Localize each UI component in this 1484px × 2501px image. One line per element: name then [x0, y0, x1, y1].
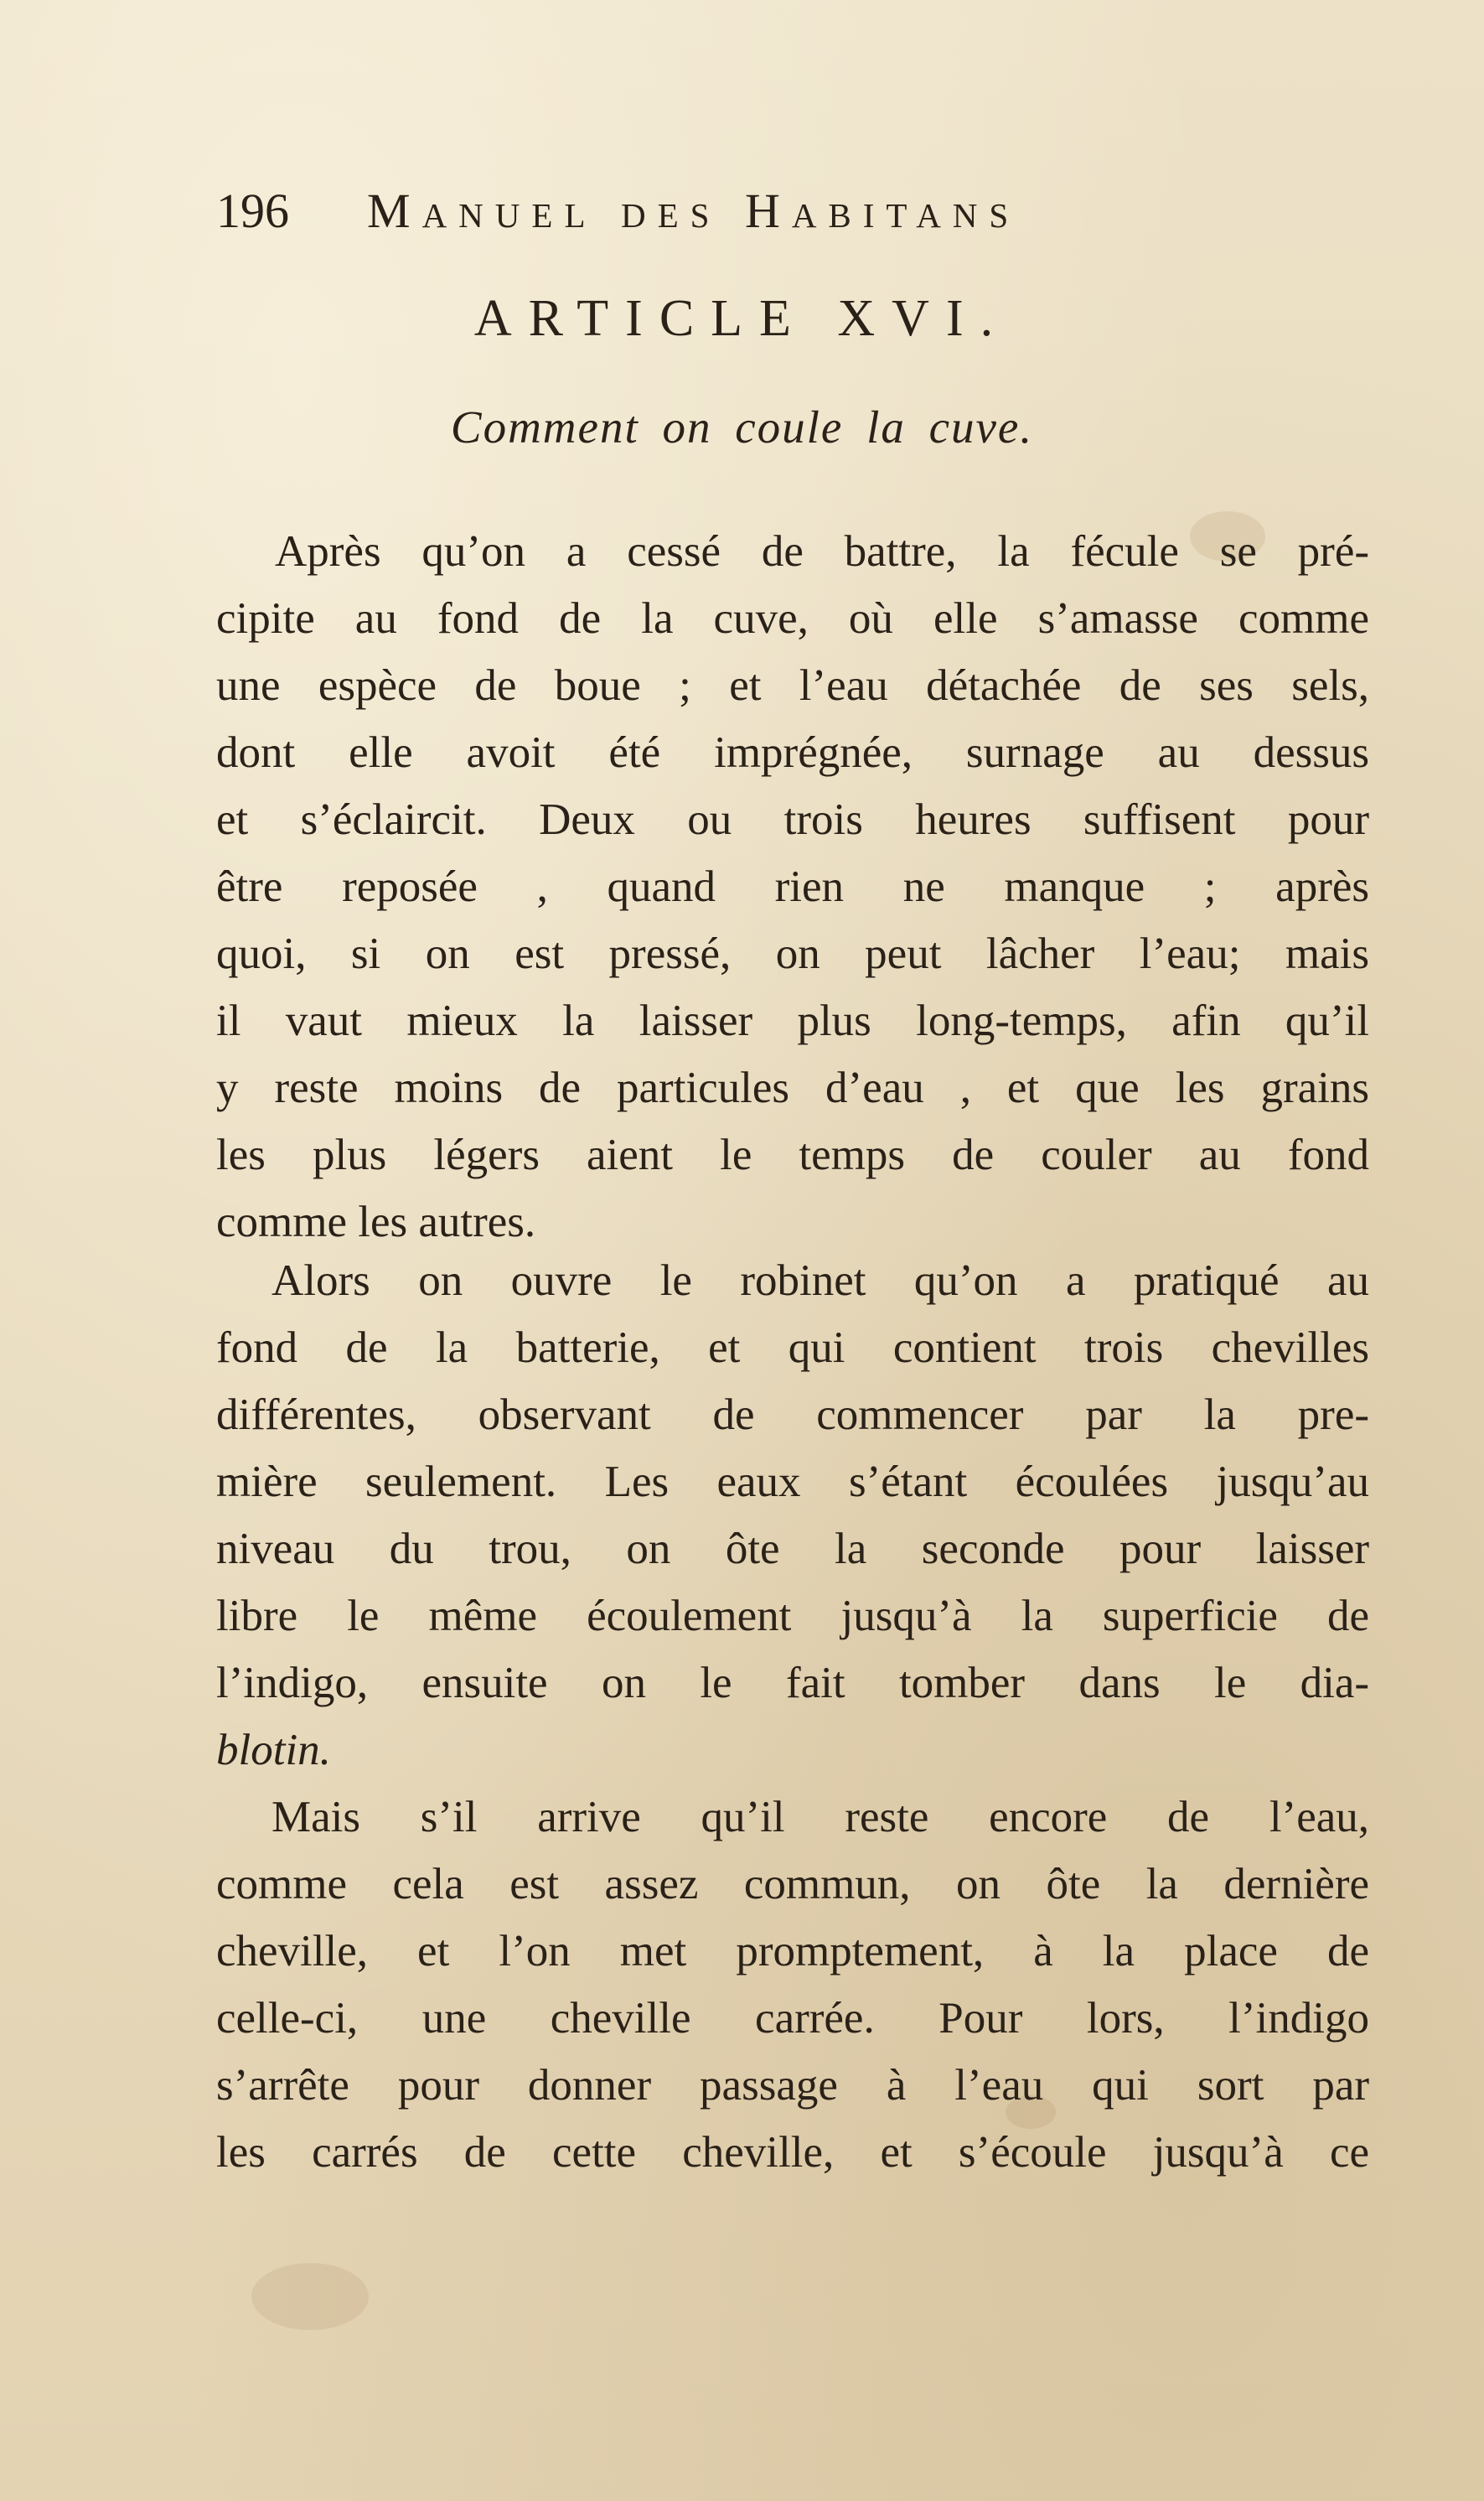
text-line: différentes, observant de commencer par la pre-	[216, 1390, 1369, 1439]
text-line: Alors on ouvre le robinet qu’on a pratiqué au	[271, 1256, 1369, 1305]
article-title: ARTICLE XVI.	[473, 290, 1011, 347]
text-line: l’indigo, ensuite on le fait tomber dans le dia-	[216, 1659, 1369, 1707]
text-line: comme les autres.	[216, 1198, 536, 1246]
page-header	[216, 183, 1188, 250]
running-head: Manuel des Habitans	[367, 184, 1021, 238]
text-line: il vaut mieux la laisser plus long-temps, afin qu’il	[216, 997, 1369, 1045]
text-line: et s’éclaircit. Deux ou trois heures suffisent pour	[216, 795, 1369, 844]
text-line: les carrés de cette cheville, et s’écoule jusqu’à ce	[216, 2128, 1369, 2177]
paragraph-2	[216, 1247, 1369, 1784]
text-line: Mais s’il arrive qu’il reste encore de l’eau,	[271, 1793, 1369, 1841]
text-line: niveau du trou, on ôte la seconde pour laisser	[216, 1525, 1369, 1573]
text-line: dont elle avoit été imprégnée, surnage au dessus	[216, 728, 1369, 777]
text-line: comme cela est assez commun, on ôte la dernière	[216, 1860, 1369, 1908]
text-line: blotin.	[216, 1726, 331, 1774]
text-line: une espèce de boue ; et l’eau détachée de ses sels,	[216, 661, 1369, 710]
text-line: être reposée , quand rien ne manque ; après	[216, 862, 1369, 911]
text-line: fond de la batterie, et qui contient trois chevilles	[216, 1323, 1369, 1372]
paper-stain	[251, 2263, 369, 2330]
text-line: libre le même écoulement jusqu’à la superficie de	[216, 1592, 1369, 1640]
text-line: quoi, si on est pressé, on peut lâcher l’eau; mais	[216, 929, 1369, 978]
text-line: s’arrête pour donner passage à l’eau qui sort par	[216, 2061, 1369, 2110]
paragraph-3	[216, 1784, 1369, 2186]
paragraph-1	[216, 518, 1369, 1256]
text-line: celle-ci, une cheville carrée. Pour lors, l’indigo	[216, 1994, 1369, 2043]
text-line: Après qu’on a cessé de battre, la fécule se pré-	[275, 527, 1369, 576]
text-line: les plus légers aient le temps de couler au fond	[216, 1131, 1369, 1179]
text-line: cipite au fond de la cuve, où elle s’amasse comme	[216, 594, 1369, 643]
text-line: mière seulement. Les eaux s’étant écoulées jusqu’au	[216, 1458, 1369, 1506]
article-subtitle: Comment on coule la cuve.	[450, 401, 1034, 453]
page-number: 196	[216, 184, 289, 238]
text-line: cheville, et l’on met promptement, à la place de	[216, 1927, 1369, 1975]
text-line: y reste moins de particules d’eau , et que les grains	[216, 1064, 1369, 1112]
